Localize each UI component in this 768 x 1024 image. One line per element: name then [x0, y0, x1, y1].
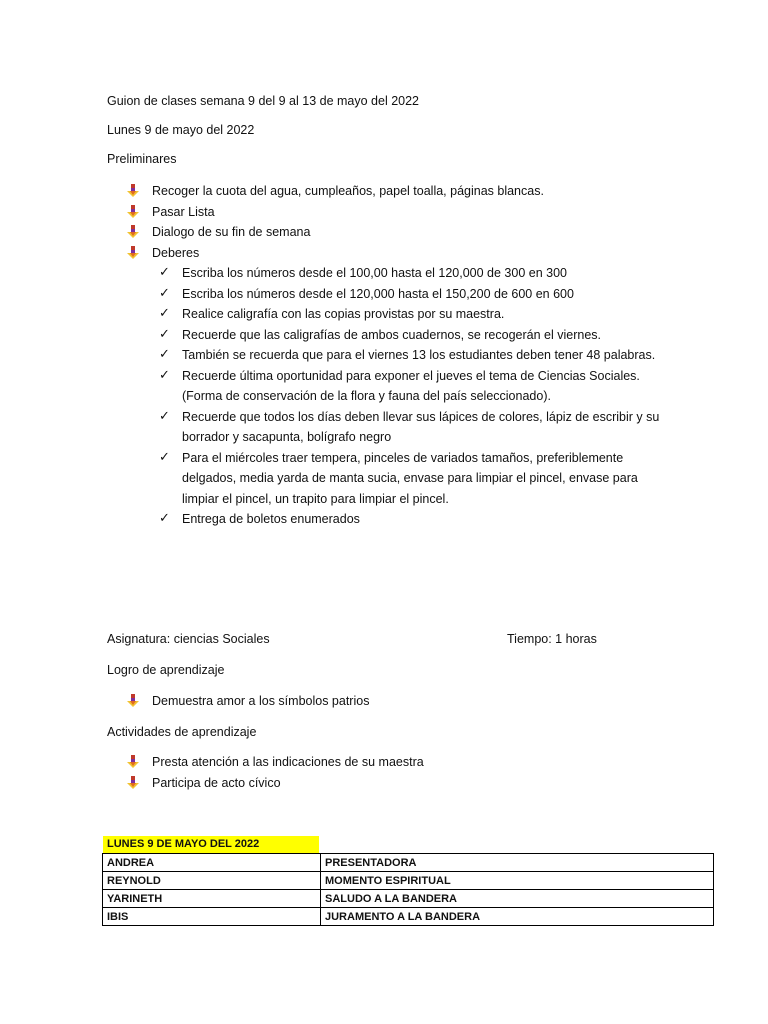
down-arrow-icon	[126, 184, 140, 198]
list-item-text: Presta atención a las indicaciones de su maestra	[152, 755, 424, 769]
preliminares-heading: Preliminares	[107, 152, 177, 166]
deberes-list	[152, 263, 672, 530]
list-item	[152, 509, 672, 530]
document-title: Guion de clases semana 9 del 9 al 13 de mayo del 2022	[107, 94, 420, 108]
table-row	[103, 908, 714, 926]
document-date: Lunes 9 de mayo del 2022	[107, 123, 255, 137]
table-cell-role: MOMENTO ESPIRITUAL	[321, 872, 714, 890]
list-item-text: Recuerde que todos los días deben llevar sus lápices de colores, lápiz de escribir y su borrador y sacapunta, bolígrafo negro	[182, 409, 660, 444]
asignatura-label: Asignatura: ciencias Sociales	[107, 632, 270, 646]
actividades-list	[107, 752, 667, 793]
table-cell-name: ANDREA	[103, 854, 321, 872]
checkmark-icon: ✓	[159, 285, 170, 301]
list-item	[152, 263, 672, 284]
list-item-text: Demuestra amor a los símbolos patrios	[152, 694, 370, 708]
checkmark-icon: ✓	[159, 408, 170, 424]
down-arrow-icon	[126, 694, 140, 708]
list-item-text: Recoger la cuota del agua, cumpleaños, papel toalla, páginas blancas.	[152, 184, 544, 198]
table-cell-role: JURAMENTO A LA BANDERA	[321, 908, 714, 926]
table-heading: LUNES 9 DE MAYO DEL 2022	[103, 836, 319, 853]
list-item-text: También se recuerda que para el viernes 13 los estudiantes deben tener 48 palabras.	[182, 348, 656, 362]
down-arrow-icon	[126, 246, 140, 260]
list-item-text: Para el miércoles traer tempera, pinceles de variados tamaños, preferiblemente delgados, media yarda de manta sucia, envase para limpiar el pincel, envase para limpiar el pincel, un trapito para limpiar el pincel.	[182, 450, 638, 506]
list-item	[107, 691, 667, 712]
list-item-text: Recuerde última oportunidad para exponer el jueves el tema de Ciencias Sociales. (Forma de conservación de la flora y fauna del país seleccionado).	[182, 368, 640, 403]
list-item-text: Pasar Lista	[152, 204, 215, 219]
list-item	[152, 407, 672, 448]
checkmark-icon: ✓	[159, 347, 170, 362]
checkmark-icon: ✓	[159, 449, 170, 465]
list-item-text: Entrega de boletos enumerados	[182, 512, 360, 526]
down-arrow-icon	[126, 776, 140, 790]
list-item	[152, 304, 672, 325]
checkmark-icon: ✓	[159, 326, 170, 342]
list-item-text: Recuerde que las caligrafías de ambos cuadernos, se recogerán el viernes.	[182, 327, 601, 342]
table-cell-role: SALUDO A LA BANDERA	[321, 890, 714, 908]
list-item	[107, 243, 667, 530]
roles-table	[102, 853, 714, 926]
list-item	[107, 202, 667, 223]
list-item-text: Escriba los números desde el 100,00 hasta el 120,000 de 300 en 300	[182, 266, 567, 280]
down-arrow-icon	[126, 205, 140, 219]
checkmark-icon: ✓	[159, 367, 170, 383]
list-item-text: Deberes	[152, 245, 200, 260]
list-item	[152, 448, 672, 510]
list-item	[152, 325, 672, 346]
checkmark-icon: ✓	[159, 306, 170, 321]
list-item-text: Participa de acto cívico	[152, 775, 281, 790]
table-row	[103, 872, 714, 890]
logro-list	[107, 691, 667, 712]
list-item	[107, 181, 667, 202]
list-item-text: Escriba los números desde el 120,000 hasta el 150,200 de 600 en 600	[182, 286, 574, 301]
list-item-text: Dialogo de su fin de semana	[152, 225, 311, 239]
list-item	[107, 752, 667, 773]
down-arrow-icon	[126, 225, 140, 239]
tiempo-label: Tiempo: 1 horas	[507, 632, 597, 646]
list-item	[152, 366, 672, 407]
table-cell-name: YARINETH	[103, 890, 321, 908]
table-row	[103, 890, 714, 908]
list-item	[152, 345, 672, 366]
checkmark-icon: ✓	[159, 265, 170, 280]
down-arrow-icon	[126, 755, 140, 769]
preliminares-list	[107, 181, 667, 530]
table-cell-name: IBIS	[103, 908, 321, 926]
list-item	[107, 773, 667, 794]
list-item	[152, 284, 672, 305]
list-item-text: Realice caligrafía con las copias provistas por su maestra.	[182, 307, 505, 321]
list-item	[107, 222, 667, 243]
table-row	[103, 854, 714, 872]
table-cell-name: REYNOLD	[103, 872, 321, 890]
table-cell-role: PRESENTADORA	[321, 854, 714, 872]
actividades-heading: Actividades de aprendizaje	[107, 725, 257, 739]
checkmark-icon: ✓	[159, 511, 170, 526]
logro-heading: Logro de aprendizaje	[107, 663, 225, 677]
